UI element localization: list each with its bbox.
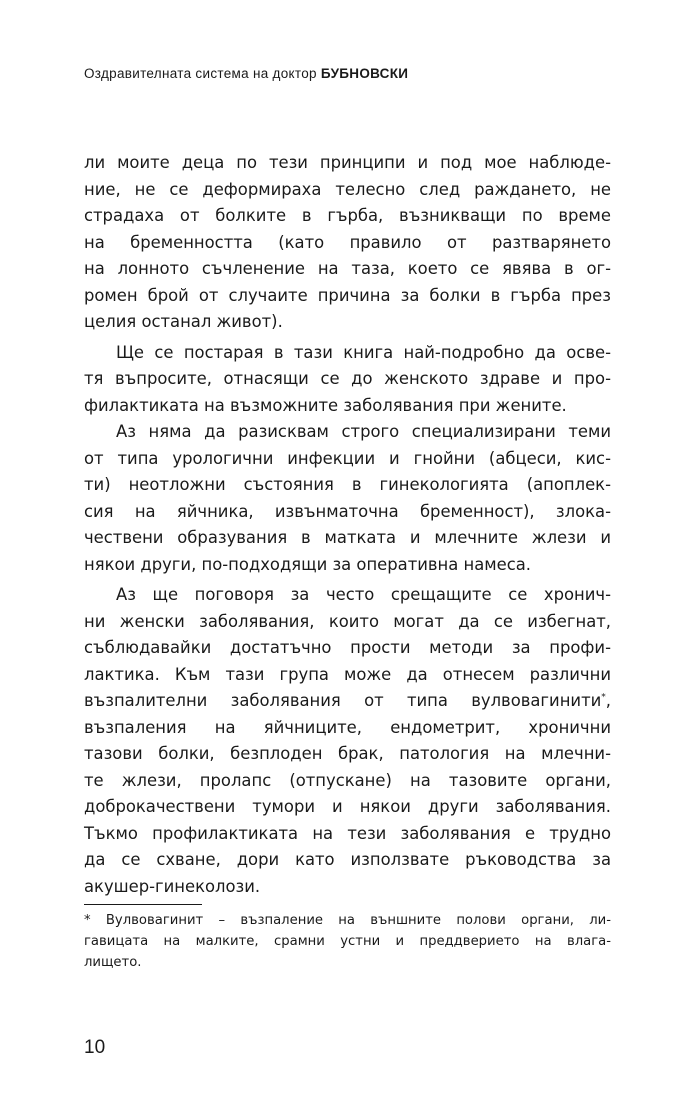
text-line: те жлези, пролапс (отпускане) на тазовите органи,	[84, 770, 611, 790]
text-line: от типа урологични инфекции и гнойни (абцеси, кис-	[84, 448, 611, 468]
text-line: акушер-гинеколози.	[84, 876, 261, 896]
footnote	[84, 910, 611, 973]
text-line: сия на яйчника, извънматочна бременност), злока-	[84, 501, 611, 521]
running-head	[84, 66, 408, 81]
footnote-line: гавицата на малките, срамни устни и преддверието на влага-	[84, 934, 611, 949]
text-line: страдаха от болките в гърба, възникващи по време	[84, 206, 611, 225]
footnote-line: * Вулвовагинит – възпаление на външните полови органи, ли-	[84, 913, 611, 928]
text-line: тя въпросите, отнасящи се до женското здраве и про-	[84, 369, 611, 388]
text-line: възпаления на яйчниците, ендометрит, хронични	[84, 717, 611, 737]
text-line: да се схване, дори като използвате ръководства за	[84, 850, 611, 869]
text-line: лактика. Към тази група може да отнесем различни	[84, 664, 611, 684]
footnote-marker[interactable]: *	[601, 692, 606, 703]
text-line: съблюдавайки достатъчно прости методи за профи-	[84, 638, 611, 657]
text-line: ние, не се деформираха телесно след раждането, не	[84, 179, 611, 199]
text-line: Тъкмо профилактиката на тези заболявания е трудно	[84, 823, 611, 843]
text-line: на лонното съчленение на таза, което се явява в ог-	[84, 259, 611, 278]
paragraph-3	[84, 419, 611, 578]
text-line: филактиката на възможните заболявания при жените.	[84, 395, 567, 415]
text-line: на бременността (като правило от разтварянето	[84, 232, 611, 252]
text-line: доброкачествени тумори и някои други заболявания.	[84, 797, 611, 816]
page-number: 10	[84, 1037, 106, 1058]
text-line: чествени образувания в матката и млечните жлези и	[84, 528, 611, 547]
text-line: Аз ще поговоря за често срещащите се хронич-	[116, 585, 611, 604]
paragraph-2	[84, 340, 611, 420]
text-line: ли моите деца по тези принципи и под мое наблюде-	[84, 153, 611, 172]
text-segment: възпалителни заболявания от типа вулвовагинити	[84, 691, 602, 710]
text-line: тазови болки, безплоден брак, патология на млечни-	[84, 744, 611, 763]
text-line: целия останал живот).	[84, 312, 283, 331]
running-head-author: БУБНОВСКИ	[320, 66, 409, 81]
text-line: Аз няма да разисквам строго специализирани теми	[116, 422, 611, 441]
text-line: ромен брой от случаите причина за болки в гърба през	[84, 285, 611, 305]
paragraph-4	[84, 582, 611, 900]
paragraph-1	[84, 150, 611, 336]
text-line	[84, 688, 611, 715]
main-text	[84, 150, 611, 900]
text-line: ти) неотложни състояния в гинекологията (апоплек-	[84, 475, 611, 494]
footnote-line: лището.	[84, 955, 142, 970]
text-line: Ще се постарая в тази книга най-подробно да осве-	[116, 342, 611, 362]
running-head-title: Оздравителната система на доктор	[84, 66, 321, 81]
text-line: ни женски заболявания, които могат да се избегнат,	[84, 611, 611, 631]
text-line: някои други, по-подходящи за оперативна намеса.	[84, 554, 531, 574]
text-segment: ,	[605, 691, 611, 710]
footnote-divider	[84, 904, 202, 905]
